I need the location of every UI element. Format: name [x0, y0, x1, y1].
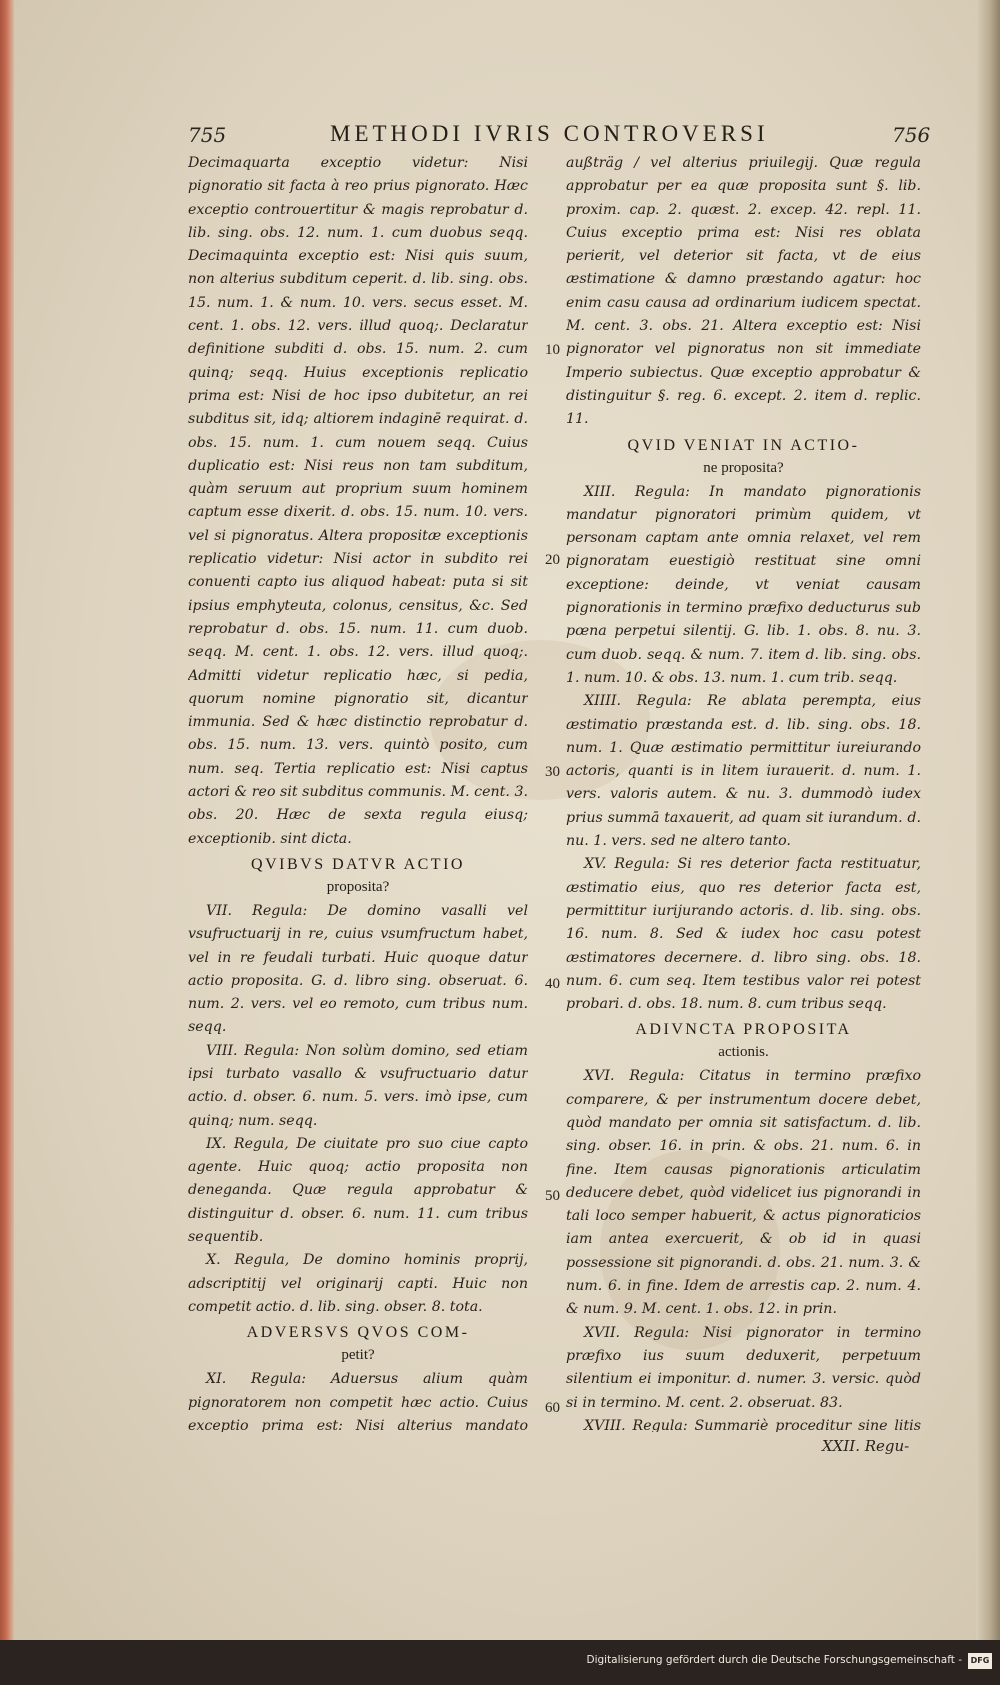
footer-credit: Digitalisierung gefördert durch die Deutsche Forschungsgemeinschaft -: [586, 1654, 962, 1666]
rule-paragraph: XIIII. Regula: Re ablata perempta, eius æstimatio præstanda est. d. lib. sing. obs. 18. num. 1. Quæ æstimatio permittitur iureiurando actoris, quanti is in litem iurauerit. d. num. 1. vers. valoris autem. & nu. 3. dummodò iudex prius summā taxauerit, ad quam sit iurandum. d. nu. 1. vers. sed ne altero tanto.: [566, 693, 921, 850]
rule-paragraph: XIII. Regula: In mandato pignorationis mandatur pignoratori primùm quidem, vt personam captam ante omnia relaxet, vel rem pignoratam euestigiò restituat sine omni exceptione: deinde, vt veniat causam pignorationis in termino præfixo deducturus sub pœna perpetui silentij. G. lib. 1. obs. 8. nu. 3. cum duob. seqq. & num. 7. item d. lib. sing. obs. 1. num. 10. & obs. 13. num. 1. cum trib. seqq.: [566, 483, 921, 686]
text-paragraph: außträg / vel alterius priuilegij. Quæ regula approbatur per ea quæ proposita sunt §. lib. proxim. cap. 2. quæst. 2. excep. 42. repl. 11. Cuius exceptio prima est: Nisi res oblata perierit, vel deterior sit facta, vt de eius æstimatione & damno præstando agatur: hoc enim casu causa ad ordinarium iudicem spectat. M. cent. 3. obs. 21. Altera exceptio est: Nisi pignorator vel pignoratus non sit immediate Imperio subiectus. Quæ exceptio approbatur & distinguitur §. reg. 6. except. 2. item d. replic. 11.: [566, 155, 921, 428]
rule-paragraph: XVII. Regula: Nisi pignorator in termino præfixo ius suum deduxerit, perpetuum silentium ei imponitur. d. numer. 3. versic. quòd si in termino. M. cent. 2. obseruat. 83.: [566, 1324, 921, 1411]
rule-paragraph: XV. Regula: Si res deterior facta restituatur, æstimatio eius, quo res deterior facta est, permittitur iurijurando actoris. d. lib. sing. obs. 16. num. 8. Sed & iudex hoc casu potest æstimatores decernere. d. libro sing. obs. 18. num. 6. cum seq. Item testibus valor rei potest probari. d. obs. 18. num. 8. cum tribus seqq.: [566, 856, 921, 1013]
margin-line-number: 40: [545, 976, 560, 992]
section-heading-continuation: petit?: [341, 1347, 375, 1364]
rule-paragraph: X. Regula, De domino hominis proprij, adscriptitij vel originarij capti. Huic non competit actio. d. lib. sing. obser. 8. tota.: [188, 1252, 528, 1315]
rule-paragraph: IX. Regula, De ciuitate pro suo ciue capto agente. Huic quoq; actio proposita non deneganda. Quæ regula approbatur & distinguitur d. obser. 6. num. 11. cum tribus sequentib.: [188, 1135, 528, 1246]
catchword: XXII. Regu-: [822, 1437, 910, 1455]
margin-line-number: 60: [545, 1400, 560, 1416]
right-column: [566, 152, 921, 1432]
section-heading: QVID VENIAT IN ACTIO-: [627, 436, 860, 454]
margin-line-number: 50: [545, 1188, 560, 1204]
digitization-footer: [0, 1642, 1000, 1685]
margin-line-number: 20: [545, 552, 560, 568]
rule-paragraph: VII. Regula: De domino vasalli vel vsufructuarij in re, cuius vsumfructum habet, vel in re feudali turbati. Huic quoque datur actio proposita. G. d. libro sing. obseruat. 6. num. 2. vers. vel eo remoto, cum tribus num. seqq.: [188, 902, 528, 1036]
margin-line-number: 30: [545, 764, 560, 780]
dfg-logo-icon: DFG: [968, 1653, 992, 1669]
section-heading-continuation: ne proposita?: [703, 459, 784, 476]
page-number-left: 755: [188, 123, 227, 147]
page-number-right: 756: [892, 123, 931, 147]
section-heading-continuation: proposita?: [326, 878, 390, 895]
page-left-edge: [0, 0, 14, 1640]
rule-paragraph: VIII. Regula: Non solùm domino, sed etiam ipsi turbato vasallo & vsufructuario datur actio. d. obser. 6. num. 5. vers. imò ipse, cum quinq; num. seqq.: [188, 1042, 528, 1129]
section-heading: ADVERSVS QVOS COM-: [246, 1324, 470, 1342]
text-paragraph: Decimaquarta exceptio videtur: Nisi pignoratio sit facta à reo prius pignorato. Hæc exceptio controuertitur & magis reprobatur d. lib. sing. obs. 12. num. 1. cum duobus seqq. Decimaquinta exceptio est: Nisi quis suum, non alterius subditum ceperit. d. lib. sing. obs. 15. num. 1. & num. 10. vers. secus esset. M. cent. 1. obs. 12. vers. illud quoq;. Declaratur definitione subditi d. obs. 15. num. 2. cum quinq; seqq. Huius exceptionis replicatio prima est: Nisi de hoc ipso dubitetur, an rei subditus sit, idq; altiorem indaginē requirat. d. obs. 15. num. 1. cum nouem seqq. Cuius duplicatio est: Nisi reus non tam subditum, quàm seruum aut proprium suum hominem captum esse dixerit. d. obs. 15. num. 10. vers. vel si pignoratus. Altera propositæ exceptionis replicatio videtur: Nisi actor in subdito rei conuenti capto ius aliquod habeat: puta si sit ipsius emphyteuta, colonus, censitus, &c. Sed reprobatur d. obs. 15. num. 11. cum duob. seqq. M. cent. 1. obs. 12. vers. illud quoq;. Admitti videtur replicatio hæc, si pedia, quorum nomine pignoratio sit, dicantur immunia. Sed & hæc distinctio reprobatur d. obs. 15. num. 13. vers. quintò posito, cum num. seq. Tertia replicatio est: Nisi captus actori & reo sit subditus communis. M. cent. 3. obs. 20. Hæc de sexta regula eiusq; exceptionib. sint dicta.: [188, 155, 528, 847]
page-right-edge: [976, 0, 1000, 1640]
rule-paragraph: XVIII. Regula: Summariè proceditur sine litis: [584, 1417, 921, 1432]
rule-paragraph: XVI. Regula: Citatus in termino præfixo comparere, & per instrumentum docere debet, quòd mandato per omnia sit satisfactum. d. lib. sing. obser. 16. in prin. & obs. 21. num. 6. in fine. Item causas pignorationis articulatim deducere debet, quòd videlicet ius pignorandi in tali loco semper habuerit, & actus pignoraticios iam antea exercuerit, & ob id in quasi possessione sit pignorandi. d. obs. 21. num. 3. & num. 6. in fine. Idem de arrestis cap. 2. num. 4. & num. 9. M. cent. 1. obs. 12. in prin.: [566, 1068, 921, 1318]
section-heading: ADIVNCTA PROPOSITA: [635, 1021, 852, 1039]
section-heading: QVIBVS DATVR ACTIO: [251, 855, 465, 873]
rule-paragraph: XI. Regula: Aduersus alium quàm pignoratorem non competit hæc actio. Cuius exceptio prima est: Nisi alterius mandato: [188, 1371, 528, 1432]
left-column: [188, 152, 528, 1432]
running-title: METHODI IVRIS CONTROVERSI: [330, 121, 769, 146]
section-heading-continuation: actionis.: [718, 1044, 769, 1061]
margin-line-number: 10: [545, 342, 560, 358]
